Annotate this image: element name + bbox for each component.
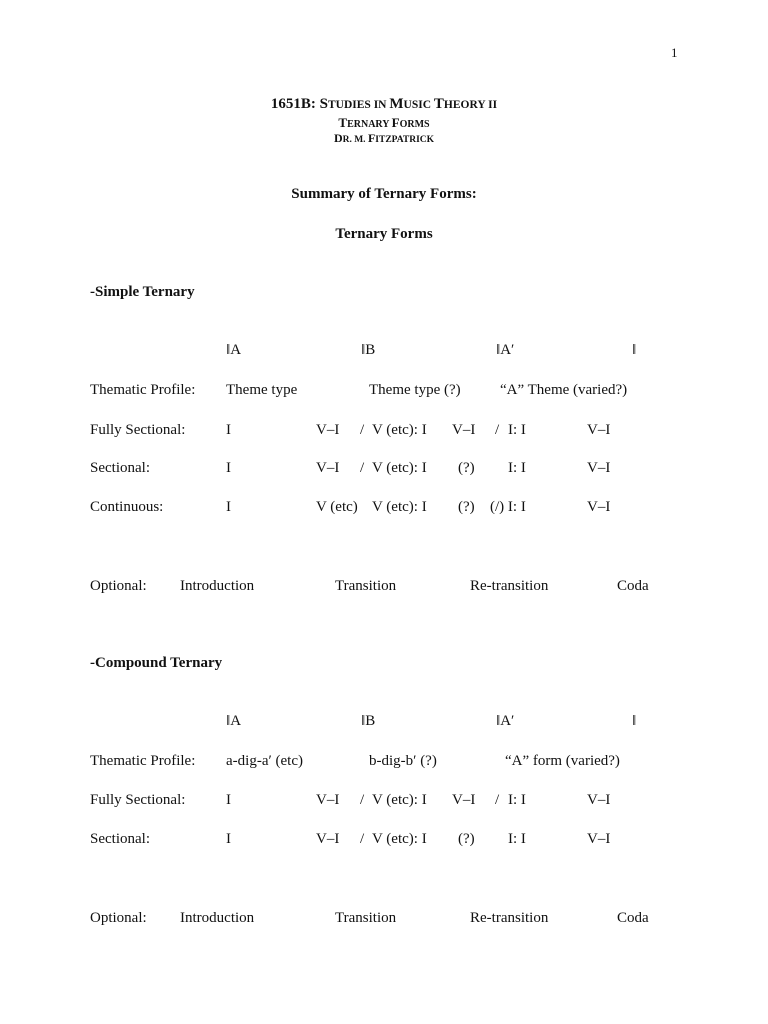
cell: Re-transition (470, 910, 549, 926)
compound-thematic-row (0, 753, 768, 773)
cell: I: I (508, 792, 526, 808)
cell: V–I (316, 460, 340, 476)
course-code: 1651B: (270, 96, 320, 112)
cell: / (360, 422, 365, 438)
cell: Transition (335, 578, 397, 594)
cell: V (etc): I (372, 792, 427, 808)
course-title: 1651B: STUDIES IN MUSIC THEORY II (270, 96, 498, 112)
cell: Re-transition (470, 578, 549, 594)
cell: Theme type (226, 382, 298, 398)
cell: “A” Theme (varied?) (500, 382, 628, 398)
row-label: Thematic Profile: (90, 382, 196, 398)
row-label: Optional: (90, 578, 147, 594)
cell: Introduction (180, 578, 255, 594)
cell: / (495, 422, 500, 438)
row-label: Continuous: (90, 499, 164, 515)
cell: I (226, 792, 231, 808)
row-label: Fully Sectional: (90, 792, 186, 808)
section-a-prime-marker: ‖A′ (496, 713, 515, 729)
document-subtitle: TERNARY FORMS (338, 115, 430, 130)
simple-sections-row (0, 342, 768, 362)
simple-continuous-row (0, 499, 768, 519)
cell: Coda (617, 578, 649, 594)
row-label: Sectional: (90, 831, 150, 847)
cell: / (360, 460, 365, 476)
cell: Theme type (?) (369, 382, 461, 398)
simple-fully-sectional-row (0, 422, 768, 442)
compound-sections-row (0, 713, 768, 733)
section-a-marker: ‖A (226, 342, 242, 358)
simple-ternary-heading: -Simple Ternary (90, 284, 195, 300)
simple-sectional-row (0, 460, 768, 480)
cell: / (360, 792, 365, 808)
compound-optional-row (0, 910, 768, 930)
cell: Transition (335, 910, 397, 926)
cell: V–I (587, 460, 611, 476)
cell: Introduction (180, 910, 255, 926)
simple-optional-row (0, 578, 768, 598)
cell: “A” form (varied?) (505, 753, 620, 769)
cell: / (495, 792, 500, 808)
section-a-marker: ‖A (226, 713, 242, 729)
cell: V–I (452, 792, 476, 808)
simple-thematic-row (0, 382, 768, 402)
cell: b-dig-b′ (?) (369, 753, 437, 769)
cell: I: I (508, 422, 526, 438)
cell: I: I (508, 831, 526, 847)
end-barline: ‖ (632, 713, 637, 729)
cell: I (226, 499, 231, 515)
cell: V–I (587, 499, 611, 515)
cell: (?) (458, 831, 475, 847)
cell: V (etc): I (372, 460, 427, 476)
page-number: 1 (671, 45, 678, 60)
cell: I: I (508, 460, 526, 476)
compound-fully-sectional-row (0, 792, 768, 812)
cell: V–I (452, 422, 476, 438)
compound-sectional-row (0, 831, 768, 851)
row-label: Sectional: (90, 460, 150, 476)
cell: / (360, 831, 365, 847)
cell: (/) I: I (490, 499, 526, 515)
cell: V–I (587, 422, 611, 438)
row-label: Thematic Profile: (90, 753, 196, 769)
section-b-marker: ‖B (361, 713, 376, 729)
cell: V (etc) (316, 499, 358, 515)
cell: Coda (617, 910, 649, 926)
cell: (?) (458, 499, 475, 515)
end-barline: ‖ (632, 342, 637, 358)
section-a-prime-marker: ‖A′ (496, 342, 515, 358)
cell: V–I (316, 422, 340, 438)
cell: (?) (458, 460, 475, 476)
cell: V (etc): I (372, 499, 427, 515)
summary-title: Summary of Ternary Forms: (291, 186, 477, 202)
row-label: Optional: (90, 910, 147, 926)
row-label: Fully Sectional: (90, 422, 186, 438)
cell: V–I (316, 792, 340, 808)
cell: V–I (587, 792, 611, 808)
section-title: Ternary Forms (335, 226, 433, 242)
cell: V–I (587, 831, 611, 847)
cell: I (226, 831, 231, 847)
cell: a-dig-a′ (etc) (226, 753, 303, 769)
author-line: DR. M. FITZPATRICK (333, 131, 435, 145)
section-b-marker: ‖B (361, 342, 376, 358)
cell: V (etc): I (372, 831, 427, 847)
cell: V (etc): I (372, 422, 427, 438)
cell: I (226, 460, 231, 476)
compound-ternary-heading: -Compound Ternary (90, 655, 223, 671)
cell: I (226, 422, 231, 438)
cell: V–I (316, 831, 340, 847)
